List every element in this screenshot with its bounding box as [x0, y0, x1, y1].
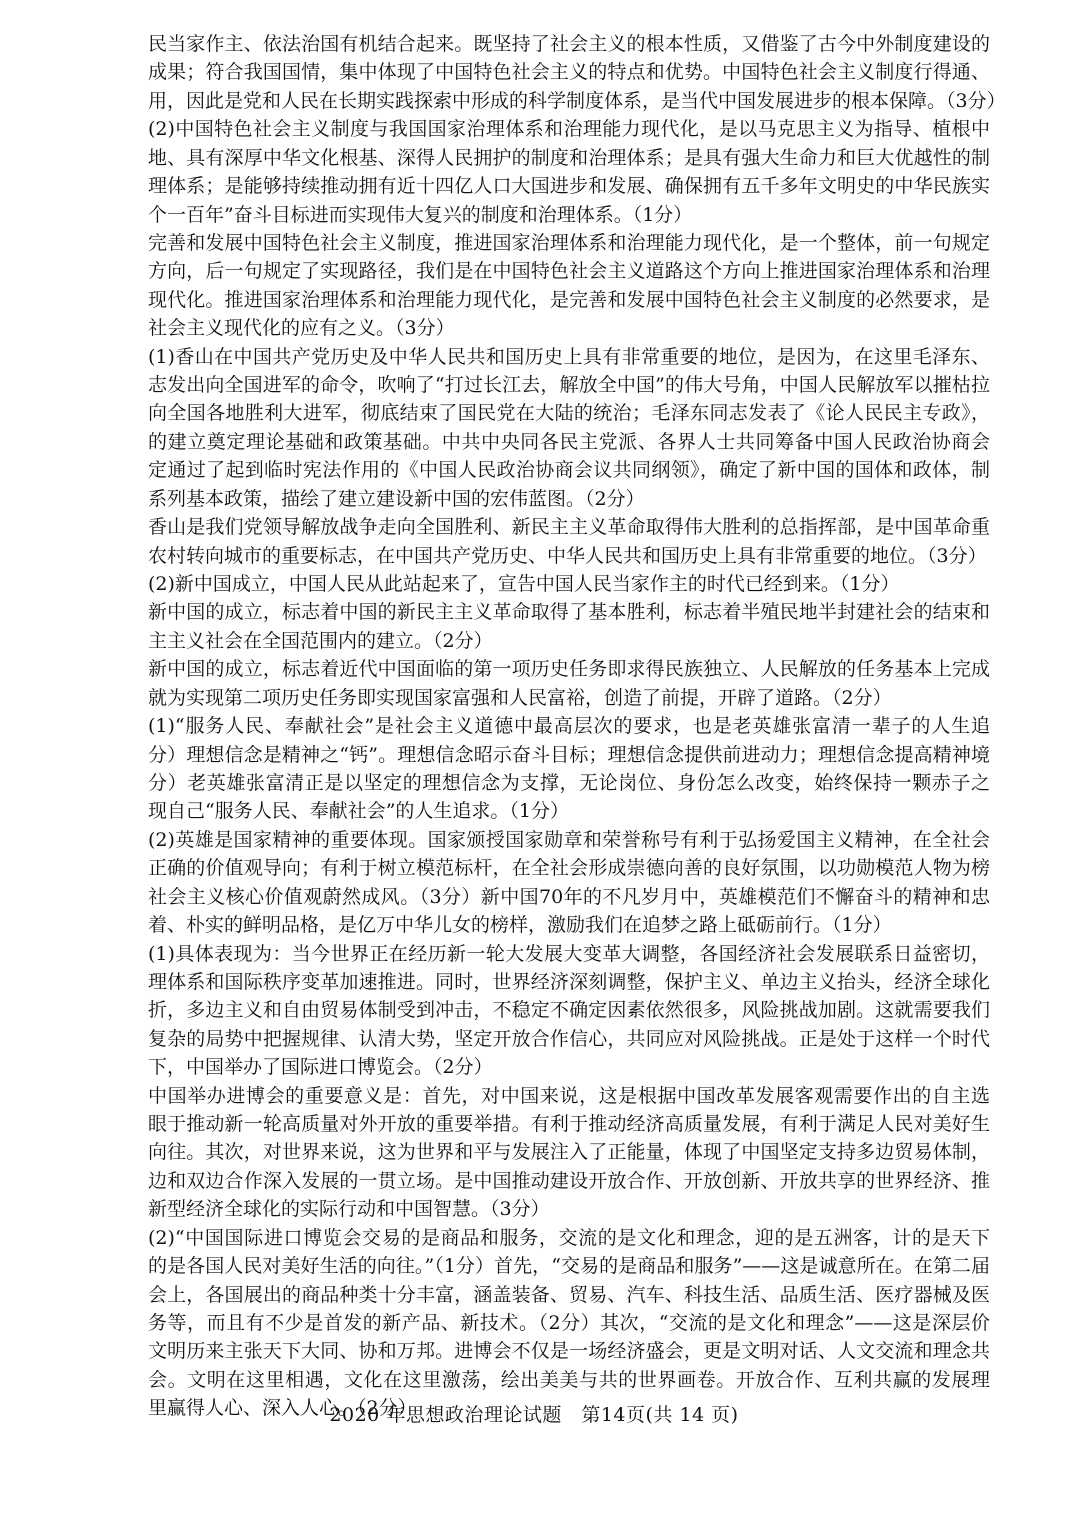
line-text: 个一百年”奋斗目标进而实现伟大复兴的制度和治理体系。（1分） [148, 203, 693, 226]
answer-paragraph [148, 115, 990, 229]
line-text: 着、朴实的鲜明品格，是亿万中华儿女的榜样，激励我们在追梦之路上砥砺前行。（1分） [148, 914, 892, 937]
line-text: 地、具有深厚中华文化根基、深得人民拥护的制度和治理体系；是具有强大生命力和巨大优越性的制 [148, 146, 990, 169]
text-line [148, 428, 990, 456]
line-text: 边和双边合作深入发展的一贯立场。是中国推动建设开放合作、开放创新、开放共享的世界经济、推 [148, 1169, 990, 1192]
answer-paragraph [148, 655, 990, 712]
text-line [148, 854, 990, 882]
line-text: 定通过了起到临时宪法作用的《中国人民政治协商会议共同纲领》，确定了新中国的国体和政体，制 [148, 459, 990, 482]
line-text: 中国举办进博会的重要意义是：首先，对中国来说，这是根据中国改革发展客观需要作出的自主选 [148, 1084, 990, 1107]
text-line [148, 769, 990, 797]
text-line [148, 1053, 990, 1081]
text-line [148, 598, 990, 626]
line-text: 会上，各国展出的商品种类十分丰富，涵盖装备、贸易、汽车、科技生活、品质生活、医疗器械及医 [148, 1283, 990, 1306]
text-line [148, 542, 990, 570]
text-line [148, 172, 990, 200]
text-line [148, 1224, 990, 1252]
text-line [148, 314, 990, 342]
answer-paragraph [148, 343, 990, 514]
line-text: (2)新中国成立，中国人民从此站起来了，宣告中国人民当家作主的时代已经到来。（1分） [148, 573, 900, 596]
answer-paragraph [148, 598, 990, 655]
line-text: 新型经济全球化的实际行动和中国智慧。（3分） [148, 1198, 550, 1221]
line-text: 民当家作主、依法治国有机结合起来。既坚持了社会主义的根本性质，又借鉴了古今中外制度建设的 [148, 33, 990, 55]
line-text: 香山是我们党领导解放战争走向全国胜利、新民主主义革命取得伟大胜利的总指挥部，是中国革命重 [148, 516, 990, 539]
line-text: 复杂的局势中把握规律、认清大势，坚定开放合作信心，共同应对风险挑战。正是处于这样一个时代 [148, 1027, 990, 1050]
text-line [148, 911, 990, 939]
text-line [148, 1337, 990, 1365]
text-line [148, 883, 990, 911]
text-line [148, 712, 990, 740]
text-line [148, 940, 990, 968]
text-line [148, 968, 990, 996]
text-line [148, 655, 990, 683]
text-line [148, 371, 990, 399]
text-line [148, 1309, 990, 1337]
text-line [148, 485, 990, 513]
line-text: 分）老英雄张富清正是以坚定的理想信念为支撑，无论岗位、身份怎么改变，始终保持一颗赤子之 [148, 771, 990, 794]
text-line [148, 115, 990, 143]
text-line [148, 627, 990, 655]
text-line [148, 826, 990, 854]
text-line [148, 513, 990, 541]
answer-paragraph [148, 1082, 990, 1224]
text-line [148, 1110, 990, 1138]
text-line [148, 1138, 990, 1166]
text-line [148, 741, 990, 769]
line-text: 眼于推动新一轮高质量对外开放的重要举措。有利于推动经济高质量发展，有利于满足人民对美好生 [148, 1113, 990, 1136]
text-line [148, 996, 990, 1024]
line-text: 现自己“服务人民、奉献社会”的人生追求。（1分） [148, 800, 570, 823]
line-text: 系列基本政策，描绘了建立建设新中国的宏伟蓝图。（2分） [148, 487, 645, 510]
line-text: 的建立奠定理论基础和政策基础。中共中央同各民主党派、各界人士共同筹备中国人民政治协商会 [148, 430, 990, 453]
answer-paragraph [148, 30, 1006, 115]
text-line [148, 1195, 990, 1223]
text-line [148, 58, 990, 86]
line-text: (2)中国特色社会主义制度与我国国家治理体系和治理能力现代化，是以马克思主义为指导、植根中 [148, 118, 990, 141]
answer-document-body [148, 30, 1006, 1423]
line-text: 志发出向全国进军的命令，吹响了“打过长江去，解放全中国”的伟大号角，中国人民解放军以摧枯拉 [148, 374, 990, 397]
line-text: 里赢得人心、深入人心。（2分） [148, 1397, 417, 1420]
answer-paragraph [148, 940, 990, 1082]
line-text: 正确的价值观导向；有利于树立模范标杆，在全社会形成崇德向善的良好氛围，以功勋模范人物为榜 [148, 857, 990, 880]
answer-paragraph [148, 826, 990, 940]
line-text: 完善和发展中国特色社会主义制度，推进国家治理体系和治理能力现代化，是一个整体，前一句规定 [148, 231, 990, 254]
answer-paragraph [148, 570, 990, 598]
line-text: 农村转向城市的重要标志，在中国共产党历史、中华人民共和国历史上具有非常重要的地位。（3分） [148, 544, 987, 567]
line-text: (1)香山在中国共产党历史及中华人民共和国历史上具有非常重要的地位，是因为，在这里毛泽东、 [148, 345, 990, 368]
line-text: (2)“中国国际进口博览会交易的是商品和服务，交流的是文化和理念，迎的是五洲客，计的是天下 [148, 1226, 990, 1249]
text-line [148, 1281, 990, 1309]
line-text: 新中国的成立，标志着中国的新民主主义革命取得了基本胜利，标志着半殖民地半封建社会的结束和 [148, 601, 990, 624]
line-text: 向往。其次，对世界来说，这为世界和平与发展注入了正能量，体现了中国坚定支持多边贸易体制， [148, 1141, 990, 1164]
line-text: 理体系；是能够持续推动拥有近十四亿人口大国进步和发展、确保拥有五千多年文明史的中华民族实 [148, 175, 990, 198]
line-text: 新中国的成立，标志着近代中国面临的第一项历史任务即求得民族独立、人民解放的任务基本上完成 [148, 658, 990, 681]
line-text: 主主义社会在全国范围内的建立。（2分） [148, 629, 493, 652]
line-text: 的是各国人民对美好生活的向往。”（1分）首先，“交易的是商品和服务”——这是诚意所在。在第二届 [148, 1255, 990, 1278]
answer-paragraph [148, 513, 990, 570]
text-line [148, 570, 990, 598]
line-text: 下，中国举办了国际进口博览会。（2分） [148, 1056, 493, 1079]
text-line [148, 30, 990, 58]
line-text: 成果；符合我国国情，集中体现了中国特色社会主义的特点和优势。中国特色社会主义制度行得通、 [148, 61, 990, 84]
text-line [148, 286, 990, 314]
line-text: 分）理想信念是精神之“钙”。理想信念昭示奋斗目标；理想信念提供前进动力；理想信念提高精神境 [148, 743, 990, 766]
text-line [148, 343, 990, 371]
line-text: 会。文明在这里相遇，文化在这里激荡，绘出美美与共的世界画卷。开放合作、互利共赢的发展理 [148, 1368, 990, 1391]
line-text: 折，多边主义和自由贸易体制受到冲击，不稳定不确定因素依然很多，风险挑战加剧。这就需要我们 [148, 999, 990, 1022]
line-text: (1)具体表现为：当今世界正在经历新一轮大发展大变革大调整，各国经济社会发展联系日益密切， [148, 942, 990, 965]
text-line [148, 684, 990, 712]
line-text: 现代化。推进国家治理体系和治理能力现代化，是完善和发展中国特色社会主义制度的必然要求，是 [148, 288, 990, 311]
line-text: (2)英雄是国家精神的重要体现。国家颁授国家勋章和荣誉称号有利于弘扬爱国主义精神，在全社会 [148, 828, 990, 851]
text-line [148, 399, 990, 427]
text-line [148, 1366, 990, 1394]
line-text: 社会主义现代化的应有之义。（3分） [148, 317, 455, 340]
answer-paragraph [148, 229, 990, 343]
line-text: 向全国各地胜利大进军，彻底结束了国民党在大陆的统治；毛泽东同志发表了《论人民民主专政》， [148, 402, 990, 425]
text-line [148, 257, 990, 285]
answer-paragraph [148, 712, 990, 826]
text-line [148, 229, 990, 257]
text-line [148, 456, 990, 484]
text-line [148, 797, 990, 825]
line-text: 务等，而且有不少是首发的新产品、新技术。（2分）其次，“交流的是文化和理念”——这是深层价 [148, 1311, 990, 1334]
line-text: 理体系和国际秩序变革加速推进。同时，世界经济深刻调整，保护主义、单边主义抬头，经济全球化 [148, 970, 990, 993]
line-text: 文明历来主张天下大同、协和万邦。进博会不仅是一场经济盛会，更是文明对话、人文交流和理念共 [148, 1340, 990, 1363]
text-line [148, 144, 990, 172]
text-line [148, 1167, 990, 1195]
line-text: 就为实现第二项历史任务即实现国家富强和人民富裕，创造了前提，开辟了道路。（2分） [148, 686, 892, 709]
line-text: (1)“服务人民、奉献社会”是社会主义道德中最高层次的要求，也是老英雄张富清一辈子的人生追 [148, 715, 990, 738]
text-line [148, 1025, 990, 1053]
text-line [148, 1252, 990, 1280]
text-line [148, 201, 990, 229]
answer-paragraph [148, 1224, 990, 1423]
text-line [148, 87, 1006, 115]
page-footer: 2020 年思想政治理论试题 第14页(共 14 页) [329, 1404, 739, 1426]
text-line [148, 1082, 990, 1110]
line-text: 社会主义核心价值观蔚然成风。（3分）新中国70年的不凡岁月中，英雄模范们不懈奋斗的精神和忠 [148, 885, 990, 908]
line-text: 方向，后一句规定了实现路径，我们是在中国特色社会主义道路这个方向上推进国家治理体系和治理 [148, 260, 990, 283]
line-text: 用，因此是党和人民在长期实践探索中形成的科学制度体系，是当代中国发展进步的根本保障。（3分） [148, 89, 1006, 112]
